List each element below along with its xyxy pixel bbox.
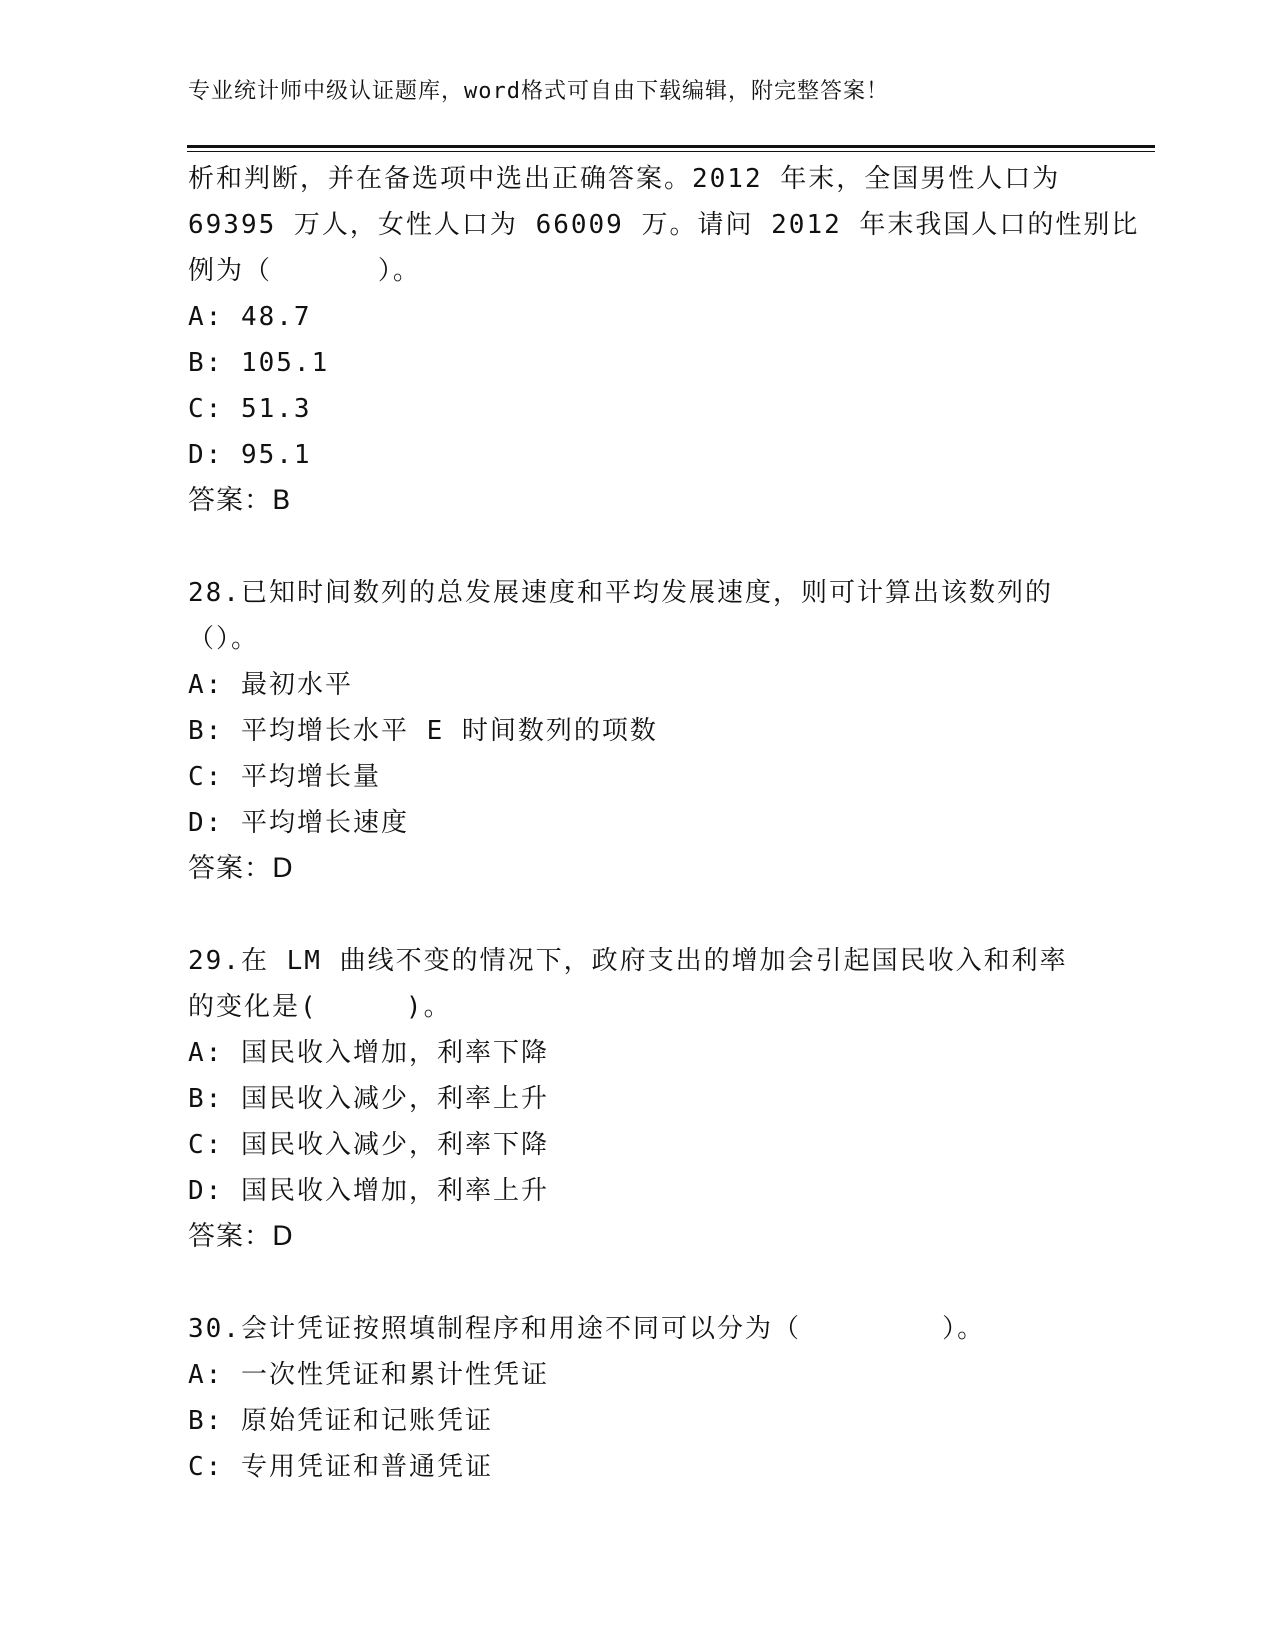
header-rule-thick: [187, 145, 1155, 148]
header-rule-thin: [187, 151, 1155, 152]
answer: 答案：D: [188, 853, 294, 884]
option-d: D: 国民收入增加，利率上升: [188, 1176, 549, 1206]
option-d: D: 95.1: [188, 440, 312, 470]
question-gap: [188, 524, 1088, 570]
option-b: B: 原始凭证和记账凭证: [188, 1406, 493, 1436]
option-b: B: 国民收入减少，利率上升: [188, 1084, 549, 1114]
question-30: [188, 1306, 1088, 1490]
option-c: C: 专用凭证和普通凭证: [188, 1452, 493, 1482]
question-list: [188, 156, 1140, 1490]
question-stem-line: 析和判断，并在备选项中选出正确答案。2012 年末，全国男性人口为: [188, 164, 1061, 194]
question-29: [188, 938, 1088, 1260]
question-28: [188, 570, 1088, 892]
answer: 答案：B: [188, 485, 292, 516]
option-b: B: 105.1: [188, 348, 330, 378]
option-c: C: 平均增长量: [188, 762, 381, 792]
question-stem-line: 例为（ ）。: [188, 256, 421, 286]
question-stem-line: 28.已知时间数列的总发展速度和平均发展速度，则可计算出该数列的: [188, 578, 1053, 608]
option-c: C: 51.3: [188, 394, 312, 424]
page-header: 专业统计师中级认证题库，word格式可自由下载编辑，附完整答案！: [188, 79, 889, 104]
option-a: A: 48.7: [188, 302, 312, 332]
option-c: C: 国民收入减少，利率下降: [188, 1130, 549, 1160]
question-27: [188, 156, 1140, 524]
question-stem-line: 69395 万人，女性人口为 66009 万。请问 2012 年末我国人口的性别比: [188, 210, 1140, 240]
question-stem-line: 29.在 LM 曲线不变的情况下，政府支出的增加会引起国民收入和利率: [188, 946, 1068, 976]
question-stem-line: （）。: [188, 624, 260, 654]
option-a: A: 最初水平: [188, 670, 353, 700]
option-b: B: 平均增长水平 E 时间数列的项数: [188, 716, 658, 746]
option-d: D: 平均增长速度: [188, 808, 409, 838]
question-gap: [188, 892, 1088, 938]
question-gap: [188, 1260, 1088, 1306]
option-a: A: 国民收入增加，利率下降: [188, 1038, 549, 1068]
option-a: A: 一次性凭证和累计性凭证: [188, 1360, 549, 1390]
question-stem-line: 30.会计凭证按照填制程序和用途不同可以分为（ ）。: [188, 1314, 986, 1344]
question-stem-line: 的变化是( )。: [188, 992, 452, 1022]
answer: 答案：D: [188, 1221, 294, 1252]
